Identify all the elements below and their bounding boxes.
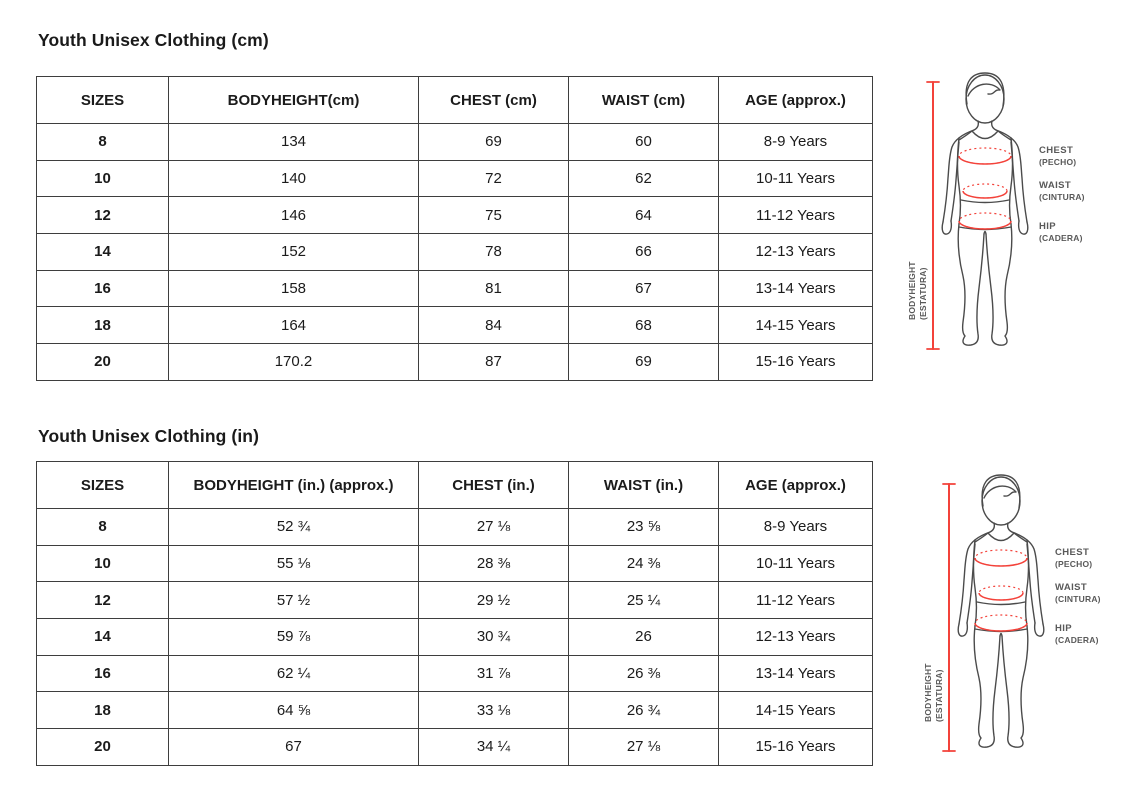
size-cell: 8 [37, 124, 169, 161]
value-cell: 60 [569, 124, 719, 161]
value-cell: 84 [419, 307, 569, 344]
value-cell: 57 ½ [169, 582, 419, 619]
hip-label: HIP [1039, 221, 1057, 232]
column-header: AGE (approx.) [719, 462, 873, 509]
column-header: WAIST (in.) [569, 462, 719, 509]
value-cell: 11-12 Years [719, 197, 873, 234]
value-cell: 26 [569, 619, 719, 656]
value-cell: 52 ¾ [169, 509, 419, 546]
column-header: AGE (approx.) [719, 77, 873, 124]
body-figure-art [907, 73, 1085, 349]
value-cell: 164 [169, 307, 419, 344]
value-cell: 170.2 [169, 344, 419, 381]
value-cell: 13-14 Years [719, 270, 873, 307]
value-cell: 24 ⅜ [569, 545, 719, 582]
value-cell: 152 [169, 234, 419, 271]
value-cell: 28 ⅜ [419, 545, 569, 582]
column-header: SIZES [37, 462, 169, 509]
value-cell: 72 [419, 160, 569, 197]
value-cell: 69 [569, 344, 719, 381]
chest-ellipse-front [959, 156, 1011, 164]
size-table-in [36, 461, 873, 766]
size-cell: 8 [37, 509, 169, 546]
bodyheight-measure-line [927, 82, 939, 349]
table-row [37, 692, 873, 729]
column-header: BODYHEIGHT(cm) [169, 77, 419, 124]
table-row [37, 307, 873, 344]
value-cell: 26 ⅜ [569, 655, 719, 692]
measure-ellipses [959, 148, 1011, 229]
value-cell: 10-11 Years [719, 545, 873, 582]
value-cell: 75 [419, 197, 569, 234]
column-header: BODYHEIGHT (in.) (approx.) [169, 462, 419, 509]
table-row [37, 160, 873, 197]
value-cell: 13-14 Years [719, 655, 873, 692]
value-cell: 158 [169, 270, 419, 307]
value-cell: 146 [169, 197, 419, 234]
value-cell: 31 ⅞ [419, 655, 569, 692]
chest-sublabel: (PECHO) [1039, 157, 1077, 167]
value-cell: 11-12 Years [719, 582, 873, 619]
header-row [37, 462, 873, 509]
size-cell: 12 [37, 582, 169, 619]
body-outline [942, 73, 1028, 345]
table-row [37, 582, 873, 619]
size-cell: 16 [37, 655, 169, 692]
table-row [37, 655, 873, 692]
value-cell: 23 ⅝ [569, 509, 719, 546]
value-cell: 81 [419, 270, 569, 307]
hip-sublabel: (CADERA) [1039, 233, 1083, 243]
table-row [37, 729, 873, 766]
table-title-in: Youth Unisex Clothing (in) [38, 426, 259, 446]
value-cell: 62 ¼ [169, 655, 419, 692]
size-cell: 14 [37, 619, 169, 656]
value-cell: 15-16 Years [719, 729, 873, 766]
size-cell: 10 [37, 545, 169, 582]
value-cell: 55 ⅛ [169, 545, 419, 582]
value-cell: 68 [569, 307, 719, 344]
waist-sublabel: (CINTURA) [1039, 192, 1085, 202]
size-cell: 14 [37, 234, 169, 271]
bodyheight-label: BODYHEIGHT [907, 261, 917, 320]
value-cell: 25 ¼ [569, 582, 719, 619]
value-cell: 30 ¾ [419, 619, 569, 656]
value-cell: 59 ⅞ [169, 619, 419, 656]
table-row [37, 124, 873, 161]
size-cell: 18 [37, 692, 169, 729]
table-title-cm: Youth Unisex Clothing (cm) [38, 30, 269, 50]
value-cell: 67 [169, 729, 419, 766]
value-cell: 8-9 Years [719, 509, 873, 546]
value-cell: 140 [169, 160, 419, 197]
value-cell: 64 [569, 197, 719, 234]
value-cell: 62 [569, 160, 719, 197]
waist-label: WAIST [1039, 180, 1072, 191]
value-cell: 14-15 Years [719, 307, 873, 344]
value-cell: 14-15 Years [719, 692, 873, 729]
table-row [37, 270, 873, 307]
value-cell: 134 [169, 124, 419, 161]
table-row [37, 234, 873, 271]
value-cell: 12-13 Years [719, 619, 873, 656]
body-measurement-diagram-in [915, 474, 1139, 764]
table-row [37, 509, 873, 546]
table-row [37, 545, 873, 582]
table-row [37, 619, 873, 656]
value-cell: 34 ¼ [419, 729, 569, 766]
body-measurement-diagram-cm [899, 72, 1129, 362]
column-header: WAIST (cm) [569, 77, 719, 124]
value-cell: 78 [419, 234, 569, 271]
value-cell: 69 [419, 124, 569, 161]
column-header: SIZES [37, 77, 169, 124]
value-cell: 27 ⅛ [419, 509, 569, 546]
chest-label: CHEST [1039, 145, 1074, 156]
waist-ellipse-front [963, 191, 1007, 198]
size-cell: 12 [37, 197, 169, 234]
value-cell: 67 [569, 270, 719, 307]
size-cell: 16 [37, 270, 169, 307]
value-cell: 66 [569, 234, 719, 271]
value-cell: 29 ½ [419, 582, 569, 619]
size-table-cm [36, 76, 873, 381]
size-cell: 20 [37, 344, 169, 381]
size-cell: 10 [37, 160, 169, 197]
header-row [37, 77, 873, 124]
value-cell: 12-13 Years [719, 234, 873, 271]
value-cell: 8-9 Years [719, 124, 873, 161]
value-cell: 87 [419, 344, 569, 381]
value-cell: 27 ⅛ [569, 729, 719, 766]
table-row [37, 344, 873, 381]
value-cell: 64 ⅝ [169, 692, 419, 729]
value-cell: 15-16 Years [719, 344, 873, 381]
size-cell: 20 [37, 729, 169, 766]
size-cell: 18 [37, 307, 169, 344]
bodyheight-sublabel: (ESTATURA) [918, 267, 928, 320]
column-header: CHEST (in.) [419, 462, 569, 509]
value-cell: 33 ⅛ [419, 692, 569, 729]
value-cell: 10-11 Years [719, 160, 873, 197]
table-row [37, 197, 873, 234]
column-header: CHEST (cm) [419, 77, 569, 124]
value-cell: 26 ¾ [569, 692, 719, 729]
